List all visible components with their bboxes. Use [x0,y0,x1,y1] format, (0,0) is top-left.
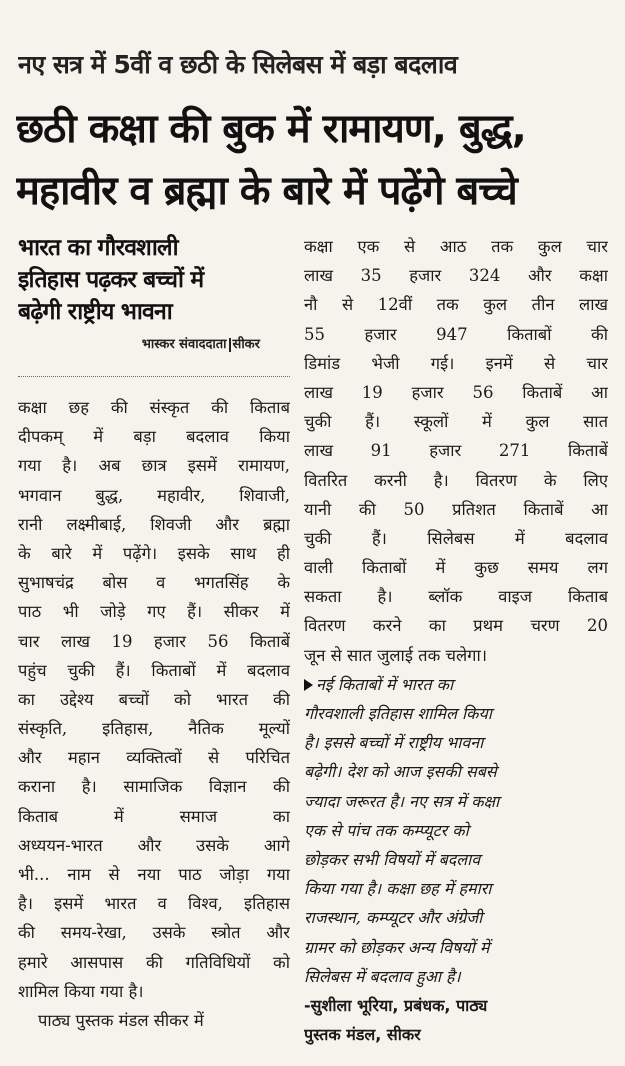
attribution-line: पुस्तक मंडल, सीकर [304,1025,421,1045]
right-column [304,232,608,1049]
body-line: चुकी हैं। सिलेबस में बदलाव [304,528,608,548]
body-line: संस्कृति, इतिहास, नैतिक मूल्यों [18,719,290,739]
body-line: किताब में समाज का [18,806,290,826]
body-line: सुभाषचंद्र बोस व भगतसिंह के [18,573,290,593]
quote-line: किया गया है। कक्षा छह में हमारा [304,879,492,899]
byline-reporter: भास्कर संवाददाता [141,337,227,352]
quote-line: नई किताबों में भारत का [316,674,454,694]
main-headline-line: महावीर व ब्रह्मा के बारे में पढ़ेंगे बच्चे [16,168,517,214]
body-line: जून से सात जुलाई तक चलेगा। [304,645,487,665]
quote-line: गौरवशाली इतिहास शामिल किया [304,704,492,724]
main-headline-line: छठी कक्षा की बुक में रामायण, बुद्ध, [16,106,526,152]
byline [18,334,290,356]
pull-quote [304,670,608,991]
body-line: है। इसमें भारत व विश्व, इतिहास [18,894,290,914]
body-line: शामिल किया गया है। [18,981,144,1001]
body-line: वितरण करने का प्रथम चरण 20 [304,616,608,636]
body-line: वाली किताबों में कुछ समय लग [304,558,608,578]
left-column [18,232,290,1035]
body-line: डिमांड भेजी गई। इनमें से चार [304,353,608,373]
subheadline-line: भारत का गौरवशाली [18,235,178,261]
subheadline-line: बढ़ेगी राष्ट्रीय भावना [18,299,172,325]
main-headline [16,98,616,222]
quote-line: राजस्थान, कम्प्यूटर और अंग्रेजी [304,908,483,928]
body-line: रानी लक्ष्मीबाई, शिवजी और ब्रह्मा [18,514,290,534]
body-line: लाख 35 हजार 324 और कक्षा [304,266,608,286]
body-line: 55 हजार 947 किताबों की [304,324,608,344]
body-line: पहुंच चुकी हैं। किताबों में बदलाव [18,660,290,680]
body-line: कराना है। सामाजिक विज्ञान की [18,777,290,797]
quote-line-first [304,670,608,699]
body-line: अध्ययन-भारत और उसके आगे [18,835,290,855]
body-line: वितरित करनी है। वितरण के लिए [304,470,608,490]
body-line: पाठ भी जोड़े गए हैं। सीकर में [18,602,290,622]
kicker-headline: नए सत्र में 5वीं व छठी के सिलेबस में बड़ा बदलाव [18,50,458,79]
quote-marker-icon [304,679,313,691]
body-line: और महान व्यक्तित्वों से परिचित [18,748,290,768]
subheadline-line: इतिहास पढ़कर बच्चों में [18,267,204,293]
quote-line: बढ़ेगी। देश को आज इसकी सबसे [304,762,497,782]
byline-separator [229,338,231,352]
quote-line: ग्रामर को छोड़कर अन्य विषयों में [304,937,490,957]
body-line: चार लाख 19 हजार 56 किताबें [18,631,290,651]
subheadline [18,232,290,328]
byline-place: सीकर [232,337,260,352]
left-body-text [18,393,290,1035]
body-line: कक्षा एक से आठ तक कुल चार [304,237,608,256]
body-line: नौ से 12वीं तक कुल तीन लाख [304,295,608,315]
body-line: लाख 91 हजार 271 किताबें [304,441,608,461]
body-line: गया है। अब छात्र इसमें रामायण, [18,456,290,476]
body-line: लाख 19 हजार 56 किताबें आ [304,382,608,402]
body-line: सकता है। ब्लॉक वाइज किताब [304,587,608,607]
body-line: भी... नाम से नया पाठ जोड़ा गया [18,865,290,884]
quote-line: ज्यादा जरूरत है। नए सत्र में कक्षा [304,791,500,811]
body-line: भगवान बुद्ध, महावीर, शिवाजी, [18,485,290,505]
body-line: पाठ्य पुस्तक मंडल सीकर में [38,1010,204,1030]
quote-line: छोड़कर सभी विषयों में बदलाव [304,850,481,870]
body-line: दीपकम् में बड़ा बदलाव किया [18,427,290,447]
body-line: यानी की 50 प्रतिशत किताबें आ [304,499,608,519]
body-line: कक्षा छह की संस्कृत की किताब [18,398,290,417]
body-line: की समय-रेखा, उसके स्त्रोत और [18,923,290,943]
right-body-text [304,232,608,670]
divider-rule [18,376,290,377]
body-line: चुकी हैं। स्कूलों में कुल सात [304,412,608,432]
quote-line: एक से पांच तक कम्प्यूटर को [304,820,469,840]
body-line: का उद्देश्य बच्चों को भारत की [18,689,290,709]
attribution-line: -सुशीला भूरिया, प्रबंधक, पाठ्य [304,996,488,1016]
quote-line: सिलेबस में बदलाव हुआ है। [304,966,461,986]
quote-line: है। इससे बच्चों में राष्ट्रीय भावना [304,733,484,753]
quote-attribution [304,991,608,1049]
body-line: हमारे आसपास की गतिविधियों को [18,952,290,972]
body-line: के बारे में पढ़ेंगे। इसके साथ ही [18,543,290,563]
